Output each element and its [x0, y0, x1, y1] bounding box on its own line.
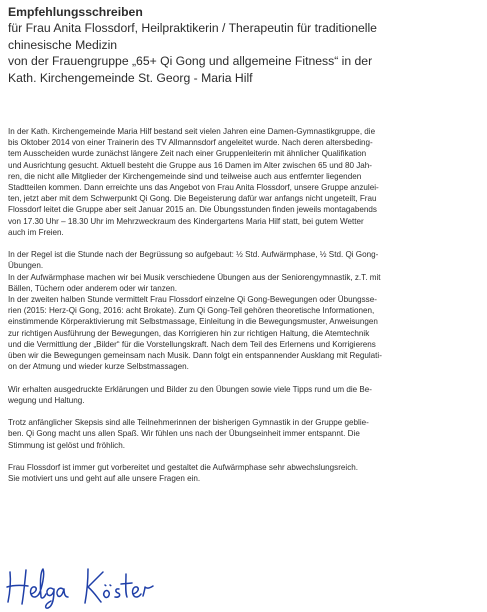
text-line: bis Oktober 2014 von einer Trainerin des TV Allmannsdorf angeleitet wurde. Nach deren altersbeding-: [8, 138, 373, 148]
text-line: Sie motiviert uns und geht auf alle unsere Fragen ein.: [8, 474, 201, 484]
text-line: und Ausrichtung gesucht. Aktuell besteht die Gruppe aus 16 Damen im Alter zwischen 65 und 80 Jah-: [8, 160, 372, 170]
recipient-line-continued: chinesische Medizin: [8, 37, 118, 52]
text-line: In der Kath. Kirchengemeinde Maria Hilf bestand seit vielen Jahren eine Damen-Gymnastikgruppe, die: [8, 127, 376, 136]
paragraph-atmosphere: [8, 417, 484, 451]
text-line: ben. Qi Gong macht uns allen Spaß. Wir fühlen uns nach der Übungseinheit immer entspannt. Die: [8, 429, 360, 439]
text-line: wegung und Haltung.: [8, 395, 85, 405]
text-line: auch im Freien.: [8, 227, 64, 237]
text-line: In der Aufwärmphase machen wir bei Musik verschiedene Übungen aus der Seniorengymnastik, z.T. mit: [8, 272, 381, 282]
handwritten-signature: [4, 556, 164, 612]
text-line: In der zweiten halben Stunde vermittelt Frau Flossdorf einzelne Qi Gong-Bewegungen oder Übungsse-: [8, 295, 377, 305]
recipient-line: für Frau Anita Flossdorf, Heilpraktikerin / Therapeutin für traditionelle: [8, 21, 377, 36]
paragraph-materials: [8, 384, 484, 406]
text-line: Wir erhalten ausgedruckte Erklärungen und Bilder zu den Übungen sowie viele Tipps rund um die Be-: [8, 384, 372, 394]
sender-parish-line: Kath. Kirchengemeinde St. Georg - Maria Hilf: [8, 70, 253, 85]
text-line: ten, jetzt aber mit dem Schwerpunkt Qi Gong. Die Begeisterung dafür war anfangs nicht ungeteilt, Frau: [8, 194, 377, 204]
text-line: Stadtteilen kommen. Dann erreichte uns das Angebot von Frau Anita Flossdorf, unsere Gruppe anzulei-: [8, 183, 379, 193]
text-line: tem Ausscheiden wurde zunächst längere Zeit nach einer Gruppenleiterin mit ähnlicher Qualifikation: [8, 149, 367, 159]
letter-body: [8, 126, 484, 496]
text-line: on der Atmung und wieder kurze Selbstmassagen.: [8, 362, 189, 372]
sender-group-line: von der Frauengruppe „65+ Qi Gong und allgemeine Fitness“ in der: [8, 54, 373, 69]
text-line: Trotz anfänglicher Skepsis sind alle Teilnehmerinnen der bisherigen Gymnastik in der Gruppe geblie-: [8, 418, 369, 428]
letter-title: Empfehlungsschreiben: [8, 5, 143, 19]
text-line: Bällen, Tüchern oder anderem oder wir tanzen.: [8, 283, 178, 293]
text-line: Stimmung ist gelöst und fröhlich.: [8, 440, 125, 450]
text-line: rien (2015: Herz-Qi Gong, 2016: acht Brokate). Zum Qi Gong-Teil gehören theoretische Informationen,: [8, 306, 375, 316]
text-line: üben wir die Bewegungen gemeinsam nach Musik. Dann folgt ein entspannender Ausklang mit Regulati-: [8, 351, 382, 361]
text-line: ren, die nicht alle Mitglieder der Kirchengemeinde sind und teilweise auch aus entfernter liegenden: [8, 171, 362, 181]
paragraph-introduction: [8, 126, 484, 238]
text-line: Frau Flossdorf ist immer gut vorbereitet und gestaltet die Aufwärmphase sehr abwechslungsreich.: [8, 463, 358, 473]
paragraph-closing: [8, 462, 484, 484]
paragraph-session-structure: [8, 249, 484, 372]
text-line: Flossdorf leitet die Gruppe aber seit Januar 2015 an. Die Übungsstunden finden jeweils montagabends: [8, 205, 377, 215]
text-line: von 17.30 Uhr – 18.30 Uhr im Mehrzweckraum des Kindergartens Maria Hilf statt, bei gutem Wetter: [8, 216, 364, 226]
letter-header: [8, 4, 484, 86]
text-line: und die Vermittlung der „Bilder“ für die Vorstellungskraft. Nach dem Teil des Erlernens und Korrigierens: [8, 339, 376, 349]
text-line: In der Regel ist die Stunde nach der Begrüssung so aufgebaut: ½ Std. Aufwärmphase, ½ Std. Qi Gong-: [8, 250, 379, 260]
text-line: einstimmende Körperaktivierung mit Selbstmassage, Einleitung in die Bewegungsmuster, Anweisungen: [8, 317, 378, 327]
text-line: zur richtigen Ausführung der Bewegungen, das Korrigieren hin zur richtigen Haltung, die Atemtechnik: [8, 328, 370, 338]
text-line: Übungen.: [8, 261, 44, 271]
